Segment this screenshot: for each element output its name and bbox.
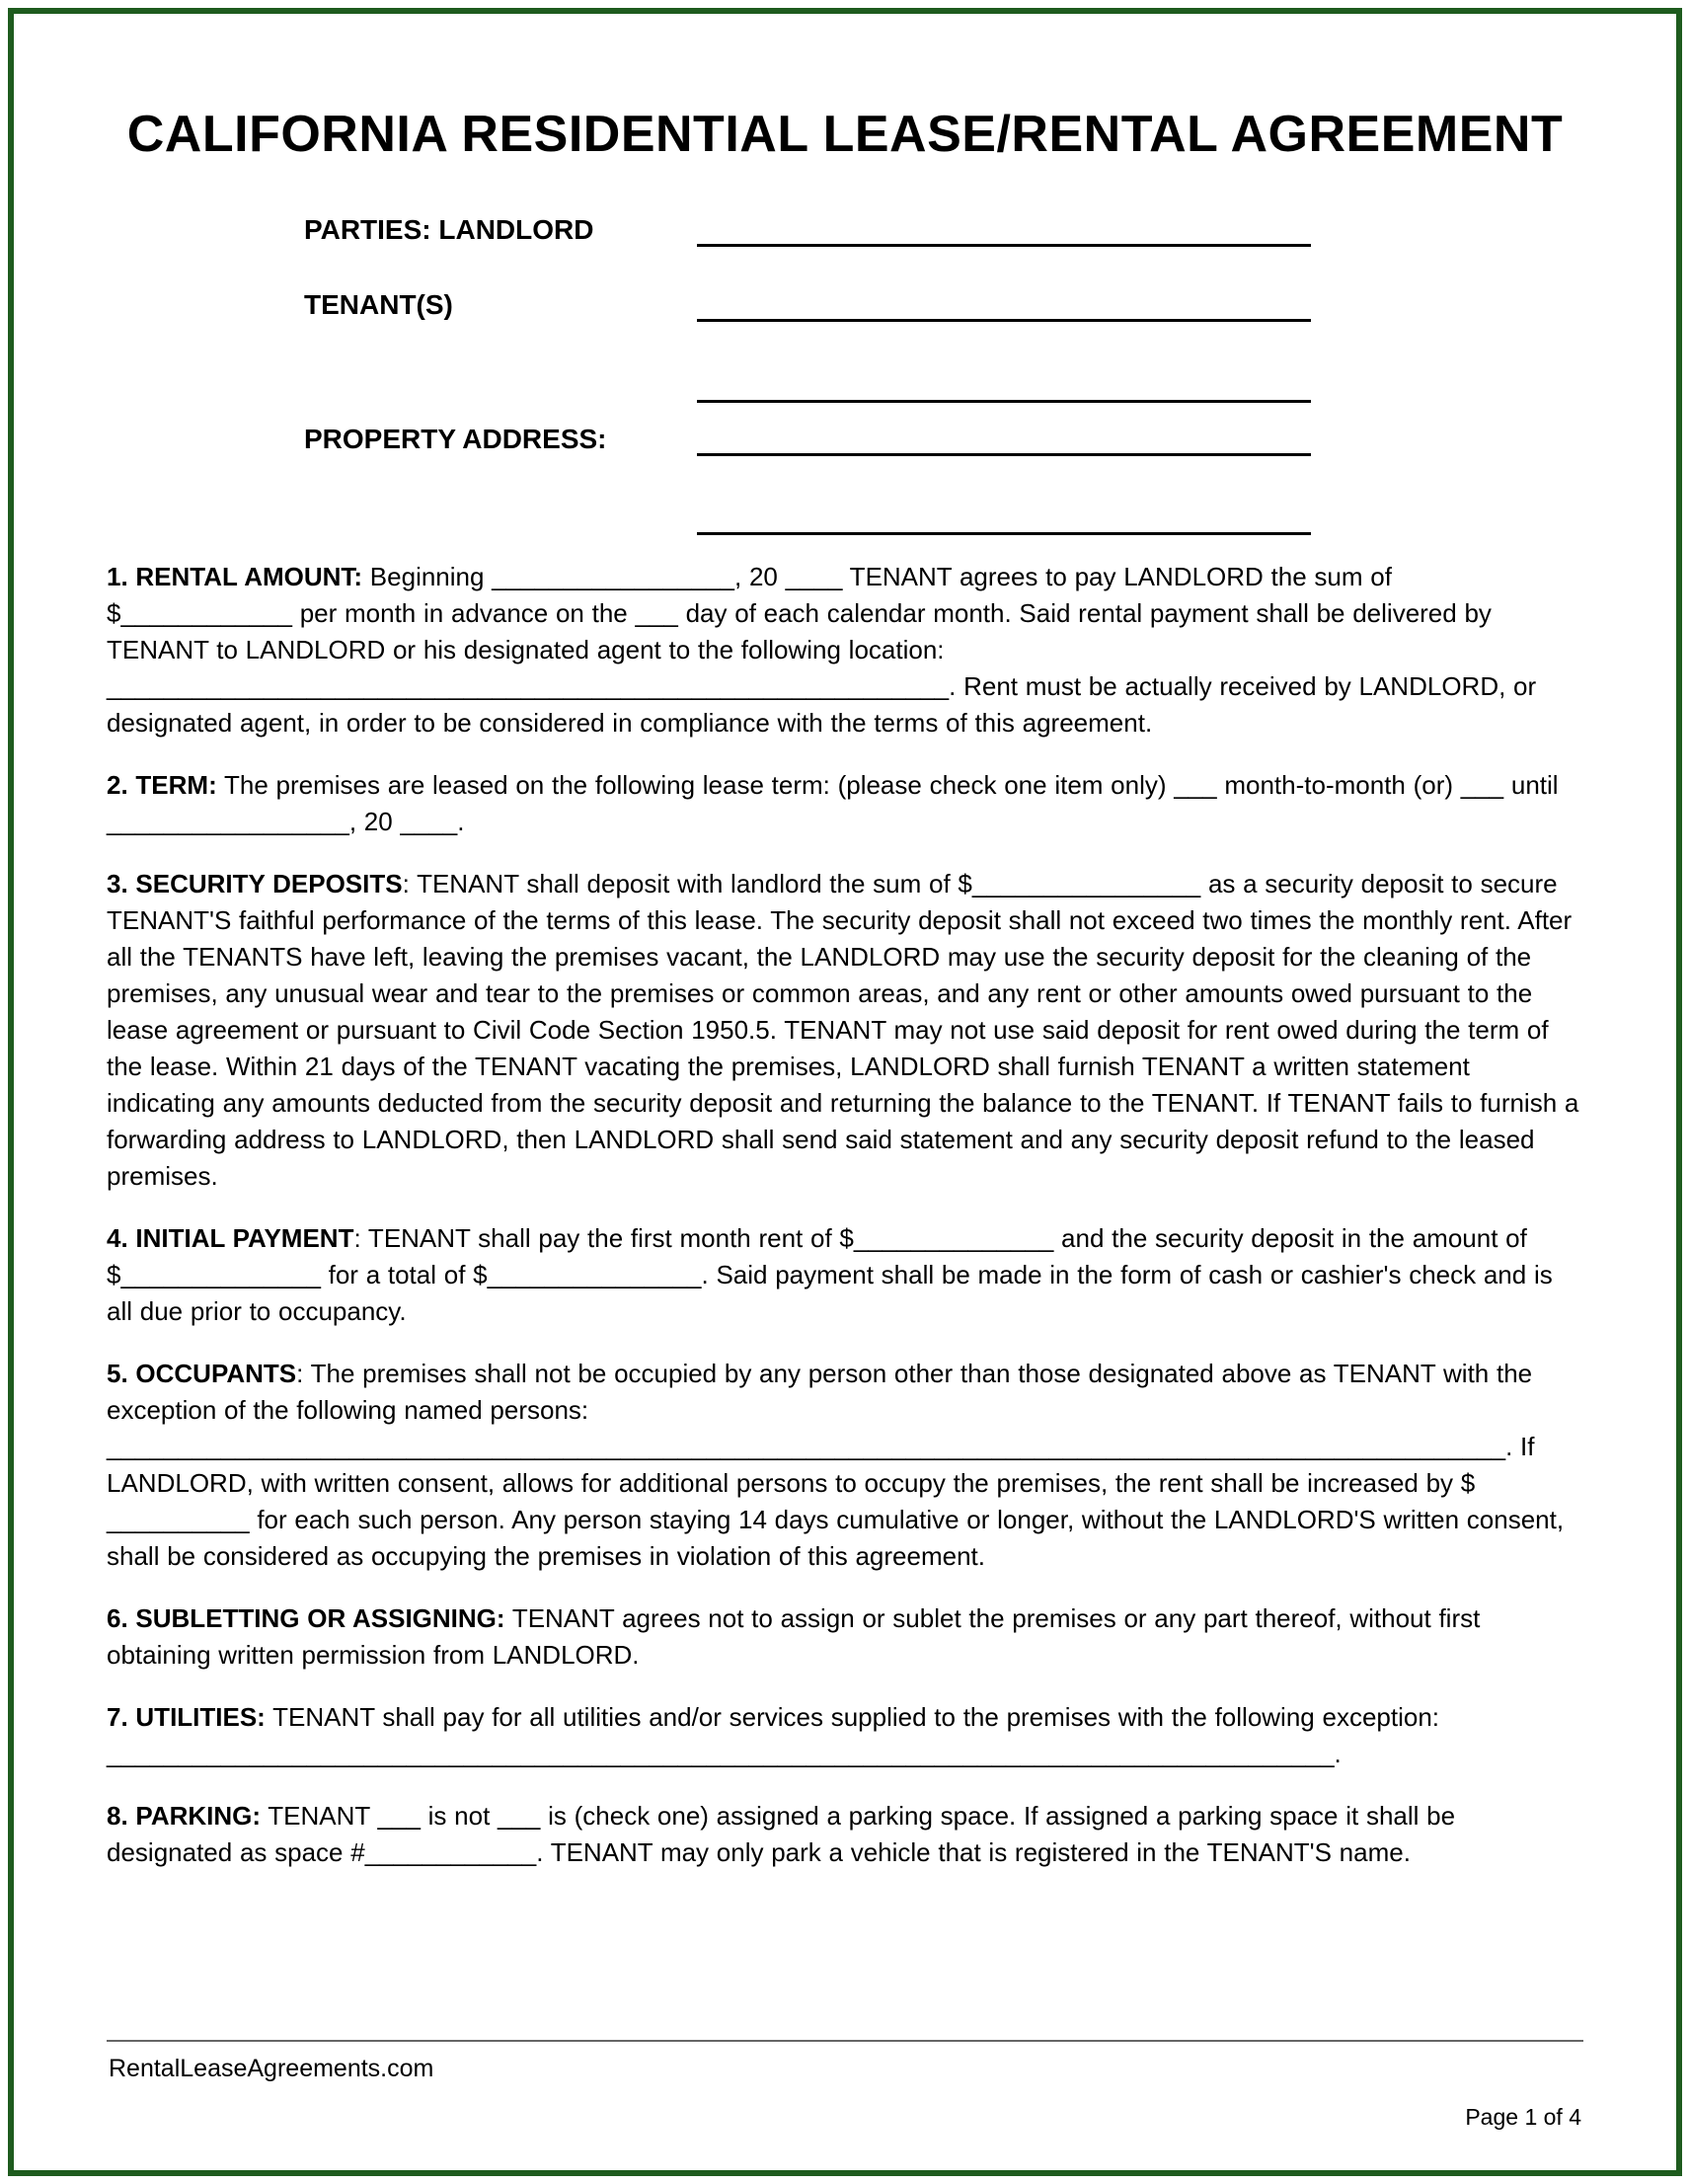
footer-site-name: RentalLeaseAgreements.com <box>109 2055 434 2082</box>
field-row-tenants <box>107 288 1583 322</box>
property-address-blank-line <box>697 423 1311 456</box>
section-2-text: The premises are leased on the following lease term: (please check one item only) ___ month-to-month (or) ___ until _________________, 20 ____. <box>107 770 1559 836</box>
field-row-tenants-2 <box>107 369 1583 403</box>
field-row-landlord <box>107 213 1583 247</box>
section-1-text: Beginning _________________, 20 ____ TENANT agrees to pay LANDLORD the sum of $____________ per month in advance on the ___ day of each calendar month. Said rental payment shall be delivered by TENANT to LANDLORD or his designated agent to the following location: ___________________________________________________________. Rent must be actually received by LANDLORD, or designated agent, in order to be considered in compliance with the terms of this agreement. <box>107 562 1537 738</box>
landlord-field-label: PARTIES: LANDLORD <box>304 214 594 245</box>
section-8-text: TENANT ___ is not ___ is (check one) assigned a parking space. If assigned a parking space it shall be designated as space #____________. TENANT may only park a vehicle that is registered in the TENANT'S name. <box>107 1801 1456 1867</box>
parties-block <box>107 213 1583 535</box>
section-4-label: 4. INITIAL PAYMENT <box>107 1223 354 1253</box>
section-5-occupants <box>107 1356 1583 1575</box>
section-1-rental-amount <box>107 559 1583 741</box>
landlord-blank-line <box>697 213 1311 247</box>
tenants-blank-line <box>697 288 1311 322</box>
section-6-text: TENANT agrees not to assign or sublet the premises or any part thereof, without first obtaining written permission from LANDLORD. <box>107 1603 1481 1670</box>
section-8-parking <box>107 1798 1583 1871</box>
footer-page-number: Page 1 of 4 <box>1465 2104 1581 2130</box>
section-3-label: 3. SECURITY DEPOSITS <box>107 869 403 898</box>
property-address-field-label: PROPERTY ADDRESS: <box>304 424 607 454</box>
field-row-property-address-2 <box>107 502 1583 535</box>
field-row-property-address <box>107 423 1583 456</box>
property-address-blank-line-2 <box>697 502 1311 535</box>
section-1-label: 1. RENTAL AMOUNT: <box>107 562 363 591</box>
section-3-text: : TENANT shall deposit with landlord the sum of $________________ as a security deposit to secure TENANT'S faithful performance of the terms of this lease. The security deposit shall not exceed two times the monthly rent. After all the TENANTS have left, leaving the premises vacant, the LANDLORD may use the security deposit for the cleaning of the premises, any unusual wear and tear to the premises or common areas, and any rent or other amounts owed pursuant to the lease agreement or pursuant to Civil Code Section 1950.5. TENANT may not use said deposit for rent owed during the term of the lease. Within 21 days of the TENANT vacating the premises, LANDLORD shall furnish TENANT a written statement indicating any amounts deducted from the security deposit and returning the balance to the TENANT. If TENANT fails to furnish a forwarding address to LANDLORD, then LANDLORD shall send said statement and any security deposit refund to the leased premises. <box>107 869 1579 1191</box>
tenants-blank-line-2 <box>697 369 1311 403</box>
section-7-utilities <box>107 1699 1583 1772</box>
section-3-security-deposits <box>107 866 1583 1195</box>
section-7-text: TENANT shall pay for all utilities and/or services supplied to the premises with the following exception: ______________________________________________________________________________________. <box>107 1702 1440 1768</box>
document-title: CALIFORNIA RESIDENTIAL LEASE/RENTAL AGREEMENT <box>126 106 1564 163</box>
section-4-initial-payment <box>107 1220 1583 1330</box>
tenants-field-label: TENANT(S) <box>304 289 453 320</box>
section-8-label: 8. PARKING: <box>107 1801 262 1831</box>
section-5-label: 5. OCCUPANTS <box>107 1359 297 1388</box>
section-6-label: 6. SUBLETTING OR ASSIGNING: <box>107 1603 505 1633</box>
section-5-text: : The premises shall not be occupied by any person other than those designated above as TENANT with the exception of the following named persons: __________________________________________________________________________________________________. If LANDLORD, with written consent, allows for additional persons to occupy the premises, the rent shall be increased by $ __________ for each such person. Any person staying 14 days cumulative or longer, without the LANDLORD'S written consent, shall be considered as occupying the premises in violation of this agreement. <box>107 1359 1565 1571</box>
footer-divider <box>107 2040 1583 2042</box>
agreement-sections <box>107 559 1583 1871</box>
section-2-label: 2. TERM: <box>107 770 217 800</box>
section-2-term <box>107 767 1583 840</box>
section-6-subletting-or-assigning <box>107 1600 1583 1674</box>
section-7-label: 7. UTILITIES: <box>107 1702 266 1732</box>
section-4-text: : TENANT shall pay the first month rent of $______________ and the security deposit in the amount of $______________ for a total of $_______________. Said payment shall be made in the form of cash or cashier's check and is all due prior to occupancy. <box>107 1223 1553 1326</box>
